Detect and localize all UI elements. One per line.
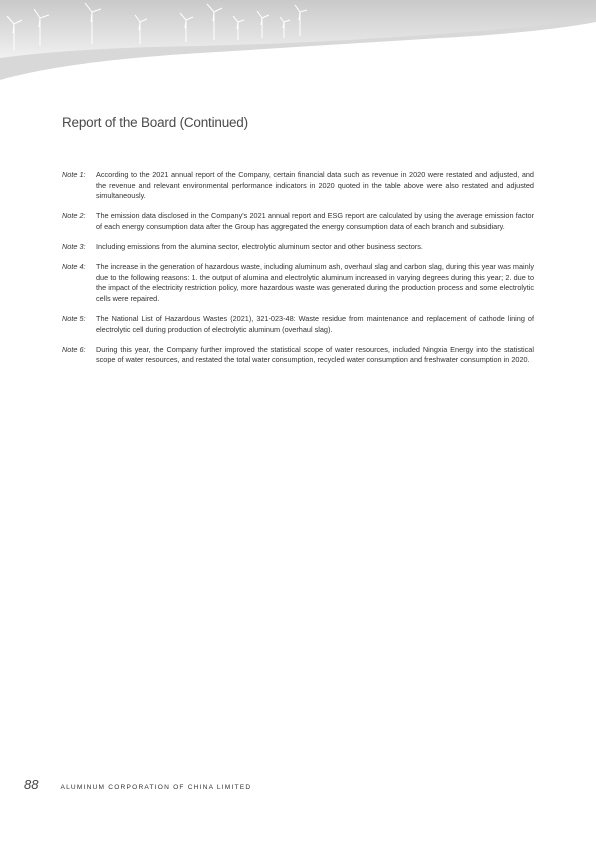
section-title: Report of the Board (Continued) [62,115,248,131]
page-footer [24,777,251,793]
page-number: 88 [24,777,39,792]
note-item [62,211,534,232]
note-text: The National List of Hazardous Wastes (2021), 321-023-48: Waste residue from maintenance and replacement of cathode lining of electrolytic cell during production of electrolytic aluminum (overhaul slag). [96,313,534,334]
note-label: Note 4: [62,262,86,272]
note-item [62,262,534,304]
note-text: Including emissions from the alumina sector, electrolytic aluminum sector and other business sectors. [96,241,423,251]
note-label: Note 6: [62,344,86,354]
note-label: Note 5: [62,313,86,323]
wind-turbine-landscape-image [0,0,596,82]
note-item [62,170,534,202]
note-label: Note 3: [62,241,86,251]
note-item [62,242,534,253]
note-item [62,345,534,366]
note-text: During this year, the Company further improved the statistical scope of water resources, included Ningxia Energy into the statistical scope of water resources, and restated the total water consumption, recycled water consumption and freshwater consumption in 2020. [96,344,534,365]
notes-list [62,170,534,375]
company-name: ALUMINUM CORPORATION OF CHINA LIMITED [60,784,252,791]
note-label: Note 1: [62,170,86,179]
header-banner-wind-turbines [0,0,596,82]
note-label: Note 2: [62,211,86,221]
note-item [62,314,534,335]
note-text: The increase in the generation of hazardous waste, including aluminum ash, overhaul slag and carbon slag, during this year was mainly due to the following reasons: 1. the output of alumina and electrolytic aluminum increased in varying degrees during this year; 2. due to the impact of the electricity restriction policy, more hazardous waste was generated during the production process and some electrolytic cells were repaired. [96,262,534,303]
note-text: According to the 2021 annual report of the Company, certain financial data such as revenue in 2020 were restated and adjusted, and the revenue and relevant environmental performance indicators in 2020 quoted in the table above were also restated and adjusted simultaneously. [96,170,534,201]
note-text: The emission data disclosed in the Company's 2021 annual report and ESG report are calculated by using the average emission factor of each energy consumption data after the Group has aggregated the energy consumption data of each branch and subsidiary. [96,211,534,231]
